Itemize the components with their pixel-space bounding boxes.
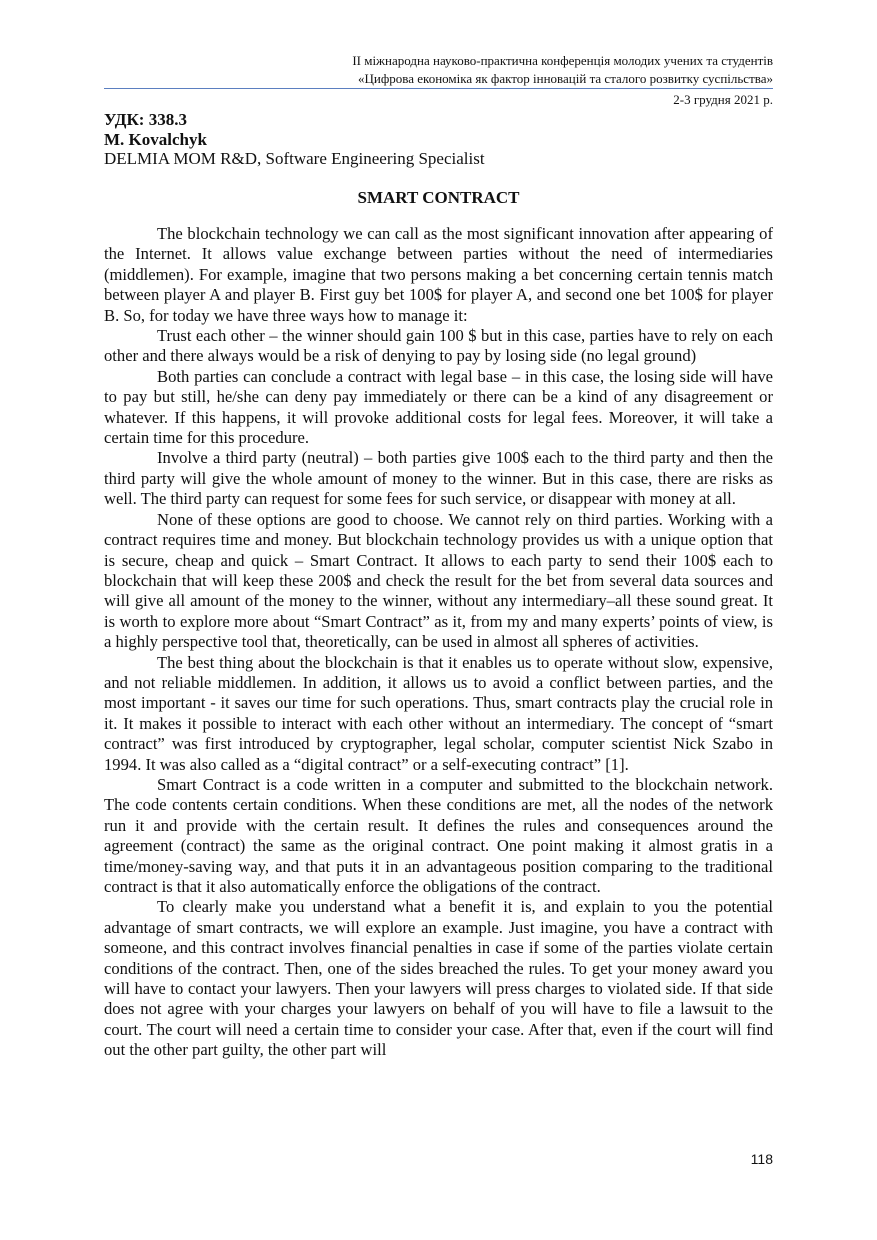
article-meta xyxy=(104,110,773,169)
page-number: 118 xyxy=(750,1151,773,1167)
paragraph: Both parties can conclude a contract with legal base – in this case, the losing side will have to pay but still, he/she can deny pay immediately or there can be a kind of any disagreement or whatever. If this happens, it will provoke additional costs for legal fees. Moreover, it will take a certain time for this procedure. xyxy=(104,366,773,448)
header-conference-theme: «Цифрова економіка як фактор інновацій та сталого розвитку суспільства» xyxy=(358,70,773,86)
article-body xyxy=(104,224,773,1061)
paragraph: To clearly make you understand what a benefit it is, and explain to you the potential advantage of smart contracts, we will explore an example. Just imagine, you have a contract with someone, and this contract involves financial penalties in case if some of the parties violate certain conditions of the contract. Then, one of the sides breached the rules. To get your money award you will have to contact your lawyers. Then your lawyers will press charges to violated side. If that side does not agree with your charges your lawyers on behalf of you will have to file a lawsuit to the court. The court will need a certain time to consider your case. After that, even if the court will find out the other part guilty, the other part will xyxy=(104,897,773,1060)
paragraph: Trust each other – the winner should gain 100 $ but in this case, parties have to rely on each other and there always would be a risk of denying to pay by losing side (no legal ground) xyxy=(104,326,773,366)
header-divider xyxy=(104,88,773,89)
paragraph: Involve a third party (neutral) – both parties give 100$ each to the third party and then the third party will give the whole amount of money to the winner. But in this case, there are risks as well. The third party can request for some fees for such service, or disappear with money at all. xyxy=(104,448,773,509)
header-conference-line: ІІ міжнародна науково-практична конференція молодих учених та студентів xyxy=(352,53,773,68)
header-date: 2-3 грудня 2021 р. xyxy=(673,92,773,107)
paragraph: Smart Contract is a code written in a computer and submitted to the blockchain network. The code contents certain conditions. When these conditions are met, all the nodes of the network run it and provide with the certain result. It defines the rules and consequences around the agreement (contract) the same as the original contract. One point making it almost gratis in a time/money-saving way, and that puts it in an advantageous position comparing to the traditional contract is that it also automatically enforce the obligations of the contract. xyxy=(104,774,773,896)
article-title: SMART CONTRACT xyxy=(357,188,520,207)
paragraph: The best thing about the blockchain is that it enables us to operate without slow, expensive, and not reliable middlemen. In addition, it allows us to avoid a conflict between parties, and the most important - it saves our time for such operations. Thus, smart contracts play the crucial role in it. It makes it possible to interact with each other without an intermediary. The concept of “smart contract” was first introduced by cryptographer, legal scholar, computer scientist Nick Szabo in 1994. It was also called as a “digital contract” or a self-executing contract” [1]. xyxy=(104,652,773,774)
running-header xyxy=(104,52,773,87)
author-name: M. Kovalchyk xyxy=(104,129,207,149)
paragraph: The blockchain technology we can call as the most significant innovation after appearing of the Internet. It allows value exchange between parties without the need of intermediaries (middlemen). For example, imagine that two persons making a bet concerning certain tennis match between player A and player B. First guy bet 100$ for player A, and second one bet 100$ for player B. So, for today we have three ways how to manage it: xyxy=(104,224,773,325)
udk-code: УДК: 338.3 xyxy=(104,110,187,129)
author-affiliation: DELMIA MOM R&D, Software Engineering Specialist xyxy=(104,149,485,168)
paragraph: None of these options are good to choose. We cannot rely on third parties. Working with a contract requires time and money. But blockchain technology provides us with a unique option that is secure, cheap and quick – Smart Contract. It allows to each party to send their 100$ each to blockchain that will keep these 200$ and check the result for the bet from several data sources and will give all amount of the money to the winner, without any intermediary–all these sound great. It is worth to explore more about “Smart Contract” as it, from my and many experts’ points of view, is a highly perspective tool that, theoretically, can be used in almost all spheres of activities. xyxy=(104,509,773,652)
